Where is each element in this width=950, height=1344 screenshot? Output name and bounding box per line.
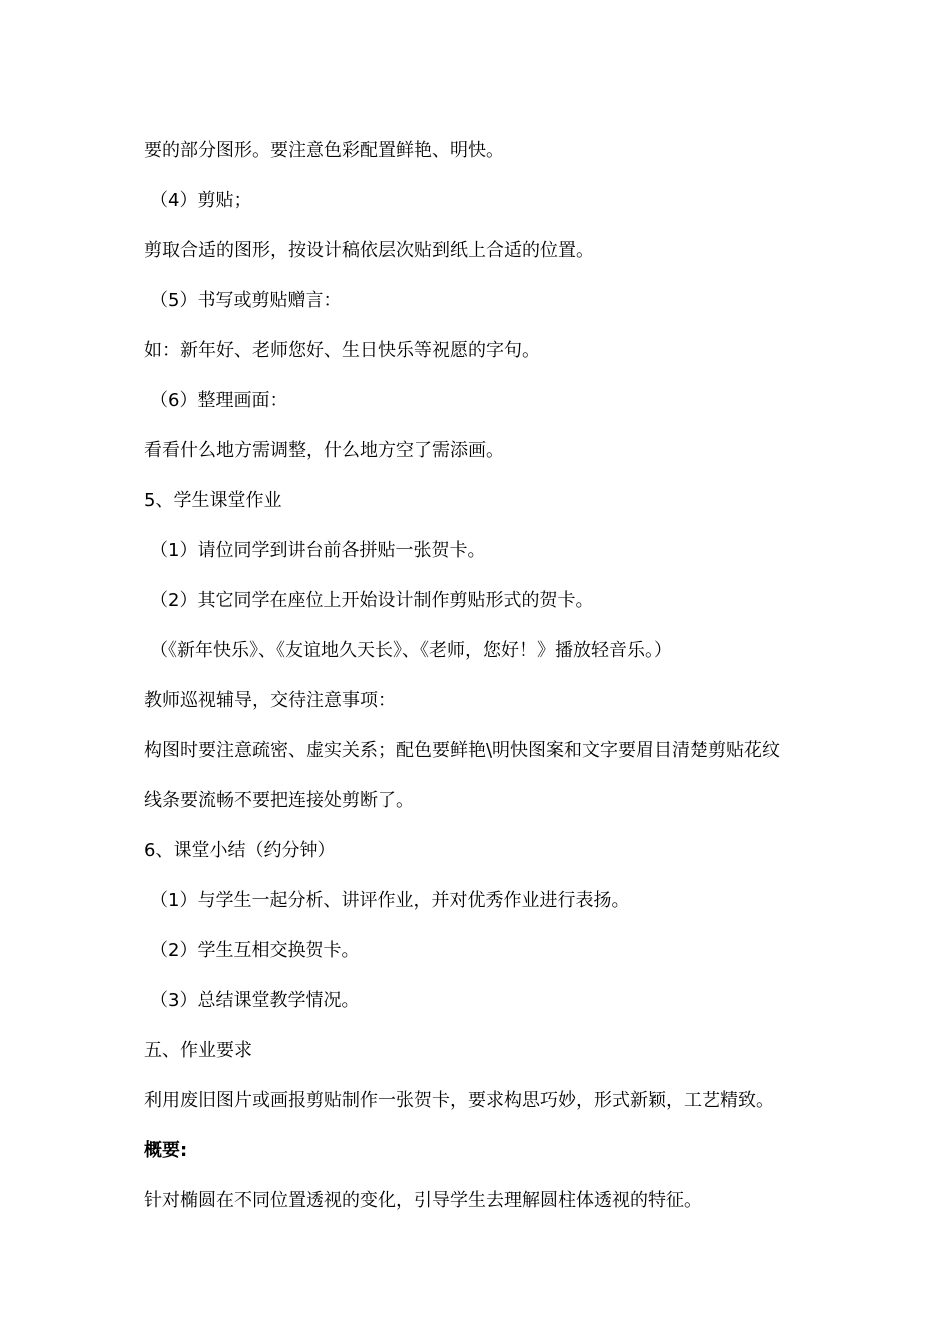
- paragraph-line: 如：新年好、老师您好、生日快乐等祝愿的字句。: [144, 340, 540, 361]
- paragraph-line: 构图时要注意疏密、虚实关系；配色要鲜艳\明快图案和文字要眉目清楚剪贴花纹: [144, 740, 781, 761]
- section-heading-summary: 6、课堂小结（约分钟）: [144, 840, 336, 861]
- paragraph-line: 教师巡视辅导，交待注意事项：: [144, 690, 396, 711]
- list-item: （2）学生互相交换贺卡。: [150, 940, 360, 961]
- paragraph-line: 利用废旧图片或画报剪贴制作一张贺卡，要求构思巧妙，形式新颖，工艺精致。: [144, 1090, 774, 1111]
- list-item: （1）与学生一起分析、讲评作业，并对优秀作业进行表扬。: [150, 890, 630, 911]
- list-item-tidy-picture: （6）整理画面：: [150, 390, 288, 411]
- music-note-line: （《新年快乐》、《友谊地久天长》、《老师，您好！》播放轻音乐。）: [150, 640, 672, 661]
- section-heading-student-work: 5、学生课堂作业: [144, 490, 282, 511]
- paragraph-line: 看看什么地方需调整，什么地方空了需添画。: [144, 440, 504, 461]
- paragraph-line: 线条要流畅不要把连接处剪断了。: [144, 790, 414, 811]
- paragraph-line: 针对椭圆在不同位置透视的变化，引导学生去理解圆柱体透视的特征。: [144, 1190, 702, 1211]
- paragraph-line: 剪取合适的图形，按设计稿依层次贴到纸上合适的位置。: [144, 240, 594, 261]
- list-item-write-message: （5）书写或剪贴赠言：: [150, 290, 342, 311]
- section-heading-homework: 五、作业要求: [144, 1040, 252, 1061]
- list-item: （3）总结课堂教学情况。: [150, 990, 360, 1011]
- paragraph-line: 要的部分图形。要注意色彩配置鲜艳、明快。: [144, 140, 504, 161]
- list-item: （1）请位同学到讲台前各拼贴一张贺卡。: [150, 540, 486, 561]
- document-body: [144, 134, 824, 1234]
- list-item: （2）其它同学在座位上开始设计制作剪贴形式的贺卡。: [150, 590, 594, 611]
- summary-heading: 概要:: [144, 1140, 188, 1161]
- list-item-cut-paste: （4）剪贴；: [150, 190, 252, 211]
